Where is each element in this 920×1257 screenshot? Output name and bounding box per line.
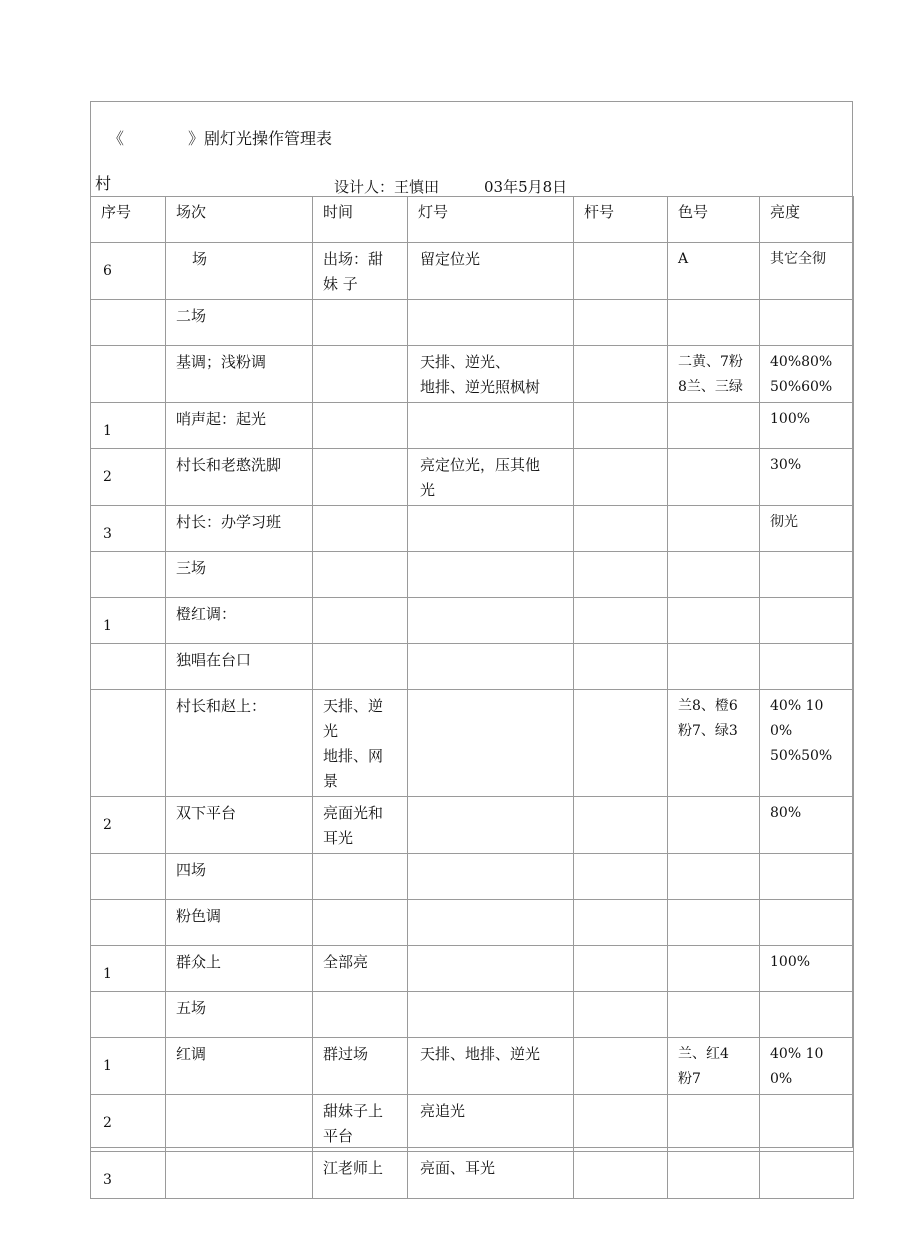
- scene-cell: 粉色调: [166, 900, 313, 946]
- pole-cell: [574, 992, 668, 1038]
- cell-text: 亮追光: [420, 1102, 466, 1120]
- brightness-cell: [760, 552, 854, 598]
- table-row: [91, 946, 854, 992]
- lighting-table: [90, 196, 854, 1199]
- time-cell: [313, 900, 408, 946]
- column-header: 色号: [668, 197, 760, 243]
- light-cell: [408, 854, 574, 900]
- light-cell: [408, 552, 574, 598]
- scene-cell: [166, 1095, 313, 1152]
- brightness-cell: [760, 1038, 854, 1095]
- cell-text: 江老师上: [323, 1159, 384, 1177]
- brightness-cell: [760, 854, 854, 900]
- scene-cell: 三场: [166, 552, 313, 598]
- light-cell: [408, 300, 574, 346]
- table-row: [91, 506, 854, 552]
- seq-cell: [91, 346, 166, 403]
- scene-cell: 独唱在台口: [166, 644, 313, 690]
- cell-text: 40%80%: [770, 354, 833, 370]
- cell-text: 群过场: [323, 1045, 369, 1063]
- color-cell: [668, 644, 760, 690]
- scene-cell: 红调: [166, 1038, 313, 1095]
- seq-cell: 1: [91, 946, 166, 992]
- seq-cell: 3: [91, 506, 166, 552]
- cell-text: 彻光: [770, 514, 798, 530]
- light-cell: [408, 946, 574, 992]
- scene-cell: 群众上: [166, 946, 313, 992]
- scene-cell: 村长：办学习班: [166, 506, 313, 552]
- seq-cell: [91, 900, 166, 946]
- column-header: 亮度: [760, 197, 854, 243]
- table-row: [91, 1038, 854, 1095]
- brightness-cell: [760, 992, 854, 1038]
- scene-cell: 场: [166, 243, 313, 300]
- column-header: 杆号: [574, 197, 668, 243]
- brightness-cell: [760, 690, 854, 797]
- pole-cell: [574, 690, 668, 797]
- cell-text: 天排、逆: [323, 697, 384, 715]
- pole-cell: [574, 1152, 668, 1199]
- seq-cell: 2: [91, 449, 166, 506]
- cell-text: 80%: [770, 805, 802, 821]
- village-label: 村: [95, 174, 112, 193]
- brightness-cell: [760, 1152, 854, 1199]
- cell-text: 100%: [770, 411, 811, 427]
- light-cell: [408, 243, 574, 300]
- brightness-cell: [760, 1095, 854, 1152]
- time-cell: [313, 690, 408, 797]
- color-cell: [668, 690, 760, 797]
- color-cell: [668, 346, 760, 403]
- light-cell: [408, 506, 574, 552]
- scene-cell: 哨声起：起光: [166, 403, 313, 449]
- table-header-row: [91, 197, 854, 243]
- scene-cell: 橙红调：: [166, 598, 313, 644]
- scene-cell: 村长和老憨洗脚: [166, 449, 313, 506]
- seq-cell: [91, 300, 166, 346]
- time-cell: [313, 1038, 408, 1095]
- color-cell: [668, 598, 760, 644]
- cell-text: 50%50%: [770, 748, 833, 764]
- cell-text: 亮面光和: [323, 804, 384, 822]
- color-cell: [668, 1152, 760, 1199]
- pole-cell: [574, 644, 668, 690]
- brightness-cell: [760, 346, 854, 403]
- light-cell: [408, 449, 574, 506]
- seq-cell: 2: [91, 797, 166, 854]
- time-cell: [313, 797, 408, 854]
- color-cell: [668, 243, 760, 300]
- column-header: 灯号: [408, 197, 574, 243]
- scene-cell: 双下平台: [166, 797, 313, 854]
- brightness-cell: [760, 506, 854, 552]
- light-cell: [408, 797, 574, 854]
- seq-cell: 6: [91, 243, 166, 300]
- time-cell: [313, 598, 408, 644]
- seq-cell: [91, 552, 166, 598]
- brightness-cell: [760, 243, 854, 300]
- color-cell: [668, 506, 760, 552]
- table-row: [91, 854, 854, 900]
- table-row: [91, 797, 854, 854]
- pole-cell: [574, 552, 668, 598]
- pole-cell: [574, 1095, 668, 1152]
- brightness-cell: [760, 598, 854, 644]
- pole-cell: [574, 346, 668, 403]
- brightness-cell: [760, 644, 854, 690]
- table-row: [91, 992, 854, 1038]
- cell-text: 出场：甜: [323, 250, 384, 268]
- time-cell: [313, 403, 408, 449]
- document-title: 《 》剧灯光操作管理表: [108, 129, 333, 148]
- color-cell: [668, 900, 760, 946]
- brightness-cell: [760, 449, 854, 506]
- cell-text: 天排、地排、逆光: [420, 1045, 541, 1063]
- cell-text: 耳光: [323, 829, 354, 847]
- column-header: 时间: [313, 197, 408, 243]
- cell-text: 平台: [323, 1127, 354, 1145]
- seq-cell: [91, 854, 166, 900]
- pole-cell: [574, 598, 668, 644]
- cell-text: 景: [323, 772, 339, 790]
- light-cell: [408, 644, 574, 690]
- brightness-cell: [760, 900, 854, 946]
- cell-text: 甜妹子上: [323, 1102, 384, 1120]
- color-cell: [668, 300, 760, 346]
- time-cell: [313, 1095, 408, 1152]
- cell-text: 妹 子: [323, 275, 358, 293]
- scene-cell: 村长和赵上：: [166, 690, 313, 797]
- time-cell: [313, 992, 408, 1038]
- light-cell: [408, 598, 574, 644]
- light-cell: [408, 1095, 574, 1152]
- cell-text: 兰、红4: [678, 1046, 729, 1062]
- cell-text: 光: [420, 481, 436, 499]
- cell-text: 全部亮: [323, 953, 369, 971]
- column-header: 场次: [166, 197, 313, 243]
- light-cell: [408, 403, 574, 449]
- seq-cell: [91, 992, 166, 1038]
- scene-cell: 五场: [166, 992, 313, 1038]
- time-cell: [313, 506, 408, 552]
- cell-text: 30%: [770, 457, 802, 473]
- table-row: [91, 346, 854, 403]
- light-cell: [408, 690, 574, 797]
- table-row: [91, 598, 854, 644]
- light-cell: [408, 1152, 574, 1199]
- cell-text: 8兰、三绿: [678, 379, 743, 395]
- color-cell: [668, 1038, 760, 1095]
- pole-cell: [574, 449, 668, 506]
- cell-text: 地排、逆光照枫树: [420, 378, 541, 396]
- cell-text: 50%60%: [770, 379, 833, 395]
- table-row: [91, 690, 854, 797]
- designer-line: 设计人：王慎田 03年5月8日: [334, 178, 568, 196]
- pole-cell: [574, 506, 668, 552]
- seq-cell: [91, 690, 166, 797]
- scene-cell: 二场: [166, 300, 313, 346]
- cell-text: 40% 100%: [770, 1046, 824, 1087]
- cell-text: 粉7、绿3: [678, 723, 738, 739]
- time-cell: [313, 644, 408, 690]
- pole-cell: [574, 243, 668, 300]
- light-cell: [408, 1038, 574, 1095]
- pole-cell: [574, 403, 668, 449]
- light-cell: [408, 992, 574, 1038]
- color-cell: [668, 797, 760, 854]
- color-cell: [668, 854, 760, 900]
- brightness-cell: [760, 797, 854, 854]
- cell-text: 留定位光: [420, 250, 481, 268]
- brightness-cell: [760, 403, 854, 449]
- seq-cell: 2: [91, 1095, 166, 1152]
- time-cell: [313, 552, 408, 598]
- cell-text: 100%: [770, 954, 811, 970]
- pole-cell: [574, 300, 668, 346]
- cell-text: 亮面、耳光: [420, 1159, 496, 1177]
- pole-cell: [574, 900, 668, 946]
- pole-cell: [574, 946, 668, 992]
- table-row: [91, 900, 854, 946]
- cell-text: 地排、网: [323, 747, 384, 765]
- table-row: [91, 449, 854, 506]
- brightness-cell: [760, 300, 854, 346]
- seq-cell: 3: [91, 1152, 166, 1199]
- scene-cell: 四场: [166, 854, 313, 900]
- time-cell: [313, 854, 408, 900]
- table-row: [91, 403, 854, 449]
- cell-text: 40% 100%: [770, 698, 824, 739]
- table-row: [91, 552, 854, 598]
- light-cell: [408, 346, 574, 403]
- cell-text: 光: [323, 722, 339, 740]
- seq-cell: 1: [91, 1038, 166, 1095]
- light-cell: [408, 900, 574, 946]
- time-cell: [313, 300, 408, 346]
- scene-cell: [166, 1152, 313, 1199]
- cell-text: 其它全彻: [770, 251, 826, 267]
- color-cell: [668, 992, 760, 1038]
- cell-text: 亮定位光，压其他: [420, 456, 541, 474]
- color-cell: [668, 552, 760, 598]
- table-row: [91, 243, 854, 300]
- column-header: 序号: [91, 197, 166, 243]
- pole-cell: [574, 1038, 668, 1095]
- scene-cell: 基调；浅粉调: [166, 346, 313, 403]
- time-cell: [313, 243, 408, 300]
- table-row: [91, 1152, 854, 1199]
- color-cell: [668, 946, 760, 992]
- cell-text: 粉7: [678, 1071, 701, 1087]
- seq-cell: [91, 644, 166, 690]
- seq-cell: 1: [91, 598, 166, 644]
- table-row: [91, 1095, 854, 1152]
- time-cell: [313, 449, 408, 506]
- cell-text: 天排、逆光、: [420, 353, 511, 371]
- time-cell: [313, 346, 408, 403]
- cell-text: 兰8、橙6: [678, 698, 738, 714]
- pole-cell: [574, 854, 668, 900]
- time-cell: [313, 946, 408, 992]
- time-cell: [313, 1152, 408, 1199]
- pole-cell: [574, 797, 668, 854]
- table-row: [91, 300, 854, 346]
- seq-cell: 1: [91, 403, 166, 449]
- color-cell: [668, 1095, 760, 1152]
- color-cell: [668, 449, 760, 506]
- brightness-cell: [760, 946, 854, 992]
- table-row: [91, 644, 854, 690]
- color-cell: [668, 403, 760, 449]
- cell-text: 二黄、7粉: [678, 354, 743, 370]
- cell-text: A: [678, 251, 689, 267]
